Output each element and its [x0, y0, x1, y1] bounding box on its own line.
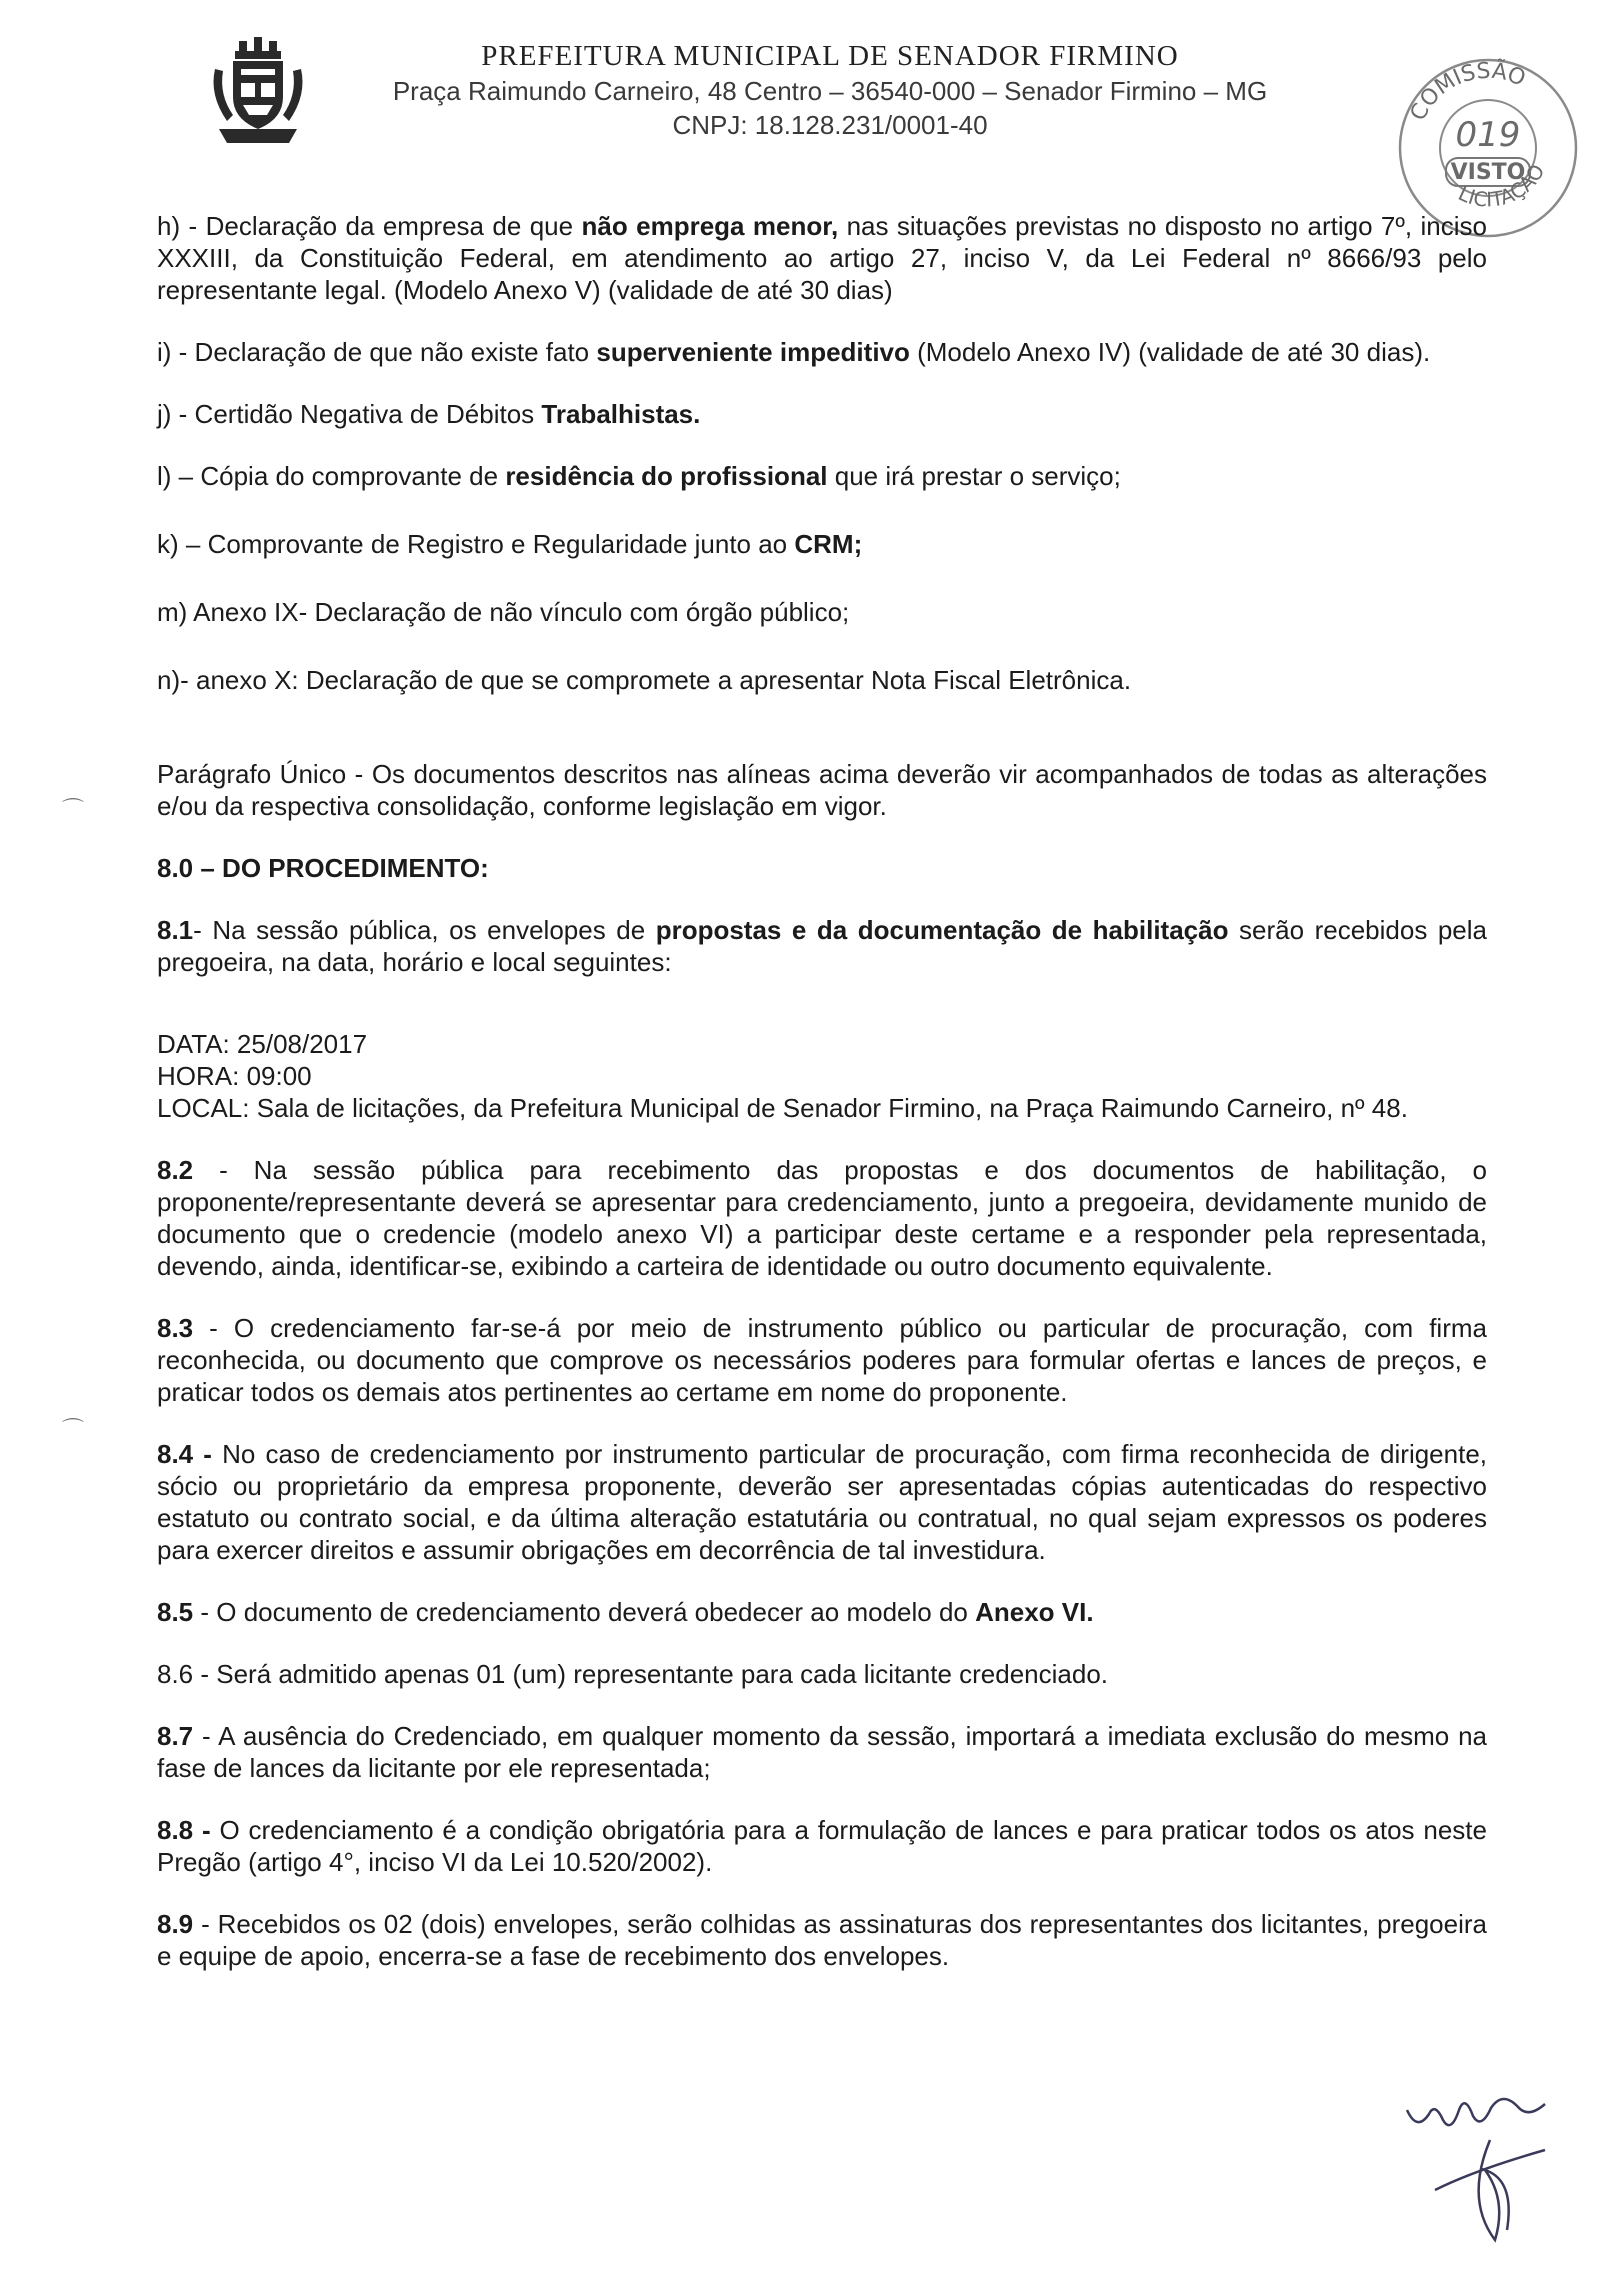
- clause-8-7: 8.7 - A ausência do Credenciado, em qualquer momento da sessão, importará a imediata exclusão do mesmo na fase de lances da licitante por ele representada;: [157, 1721, 1487, 1783]
- letterhead-address: Praça Raimundo Carneiro, 48 Centro – 36540-000 – Senador Firmino – MG: [392, 76, 1268, 106]
- clause-8-1: 8.1- Na sessão pública, os envelopes de propostas e da documentação de habilitação serão recebidos pela pregoeira, na data, horário e local seguintes:: [157, 915, 1488, 977]
- item-n: n)- anexo X: Declaração de que se compromete a apresentar Nota Fiscal Eletrônica.: [157, 665, 1132, 695]
- item-j: j) - Certidão Negativa de Débitos Trabalhistas.: [157, 399, 701, 429]
- clause-8-5: 8.5 - O documento de credenciamento deverá obedecer ao modelo do Anexo VI.: [157, 1597, 1094, 1627]
- item-l: l) – Cópia do comprovante de residência do profissional que irá prestar o serviço;: [157, 461, 1121, 491]
- stamp-bottom-text: LICITAÇÃO: [1454, 159, 1550, 212]
- item-i: i) - Declaração de que não existe fato superveniente impeditivo (Modelo Anexo IV) (validade de até 30 dias).: [157, 337, 1431, 367]
- handwritten-signature: [1395, 2080, 1565, 2250]
- stamp-number: 019: [1455, 115, 1521, 155]
- clause-8-6: 8.6 - Será admitido apenas 01 (um) representante para cada licitante credenciado.: [157, 1659, 1109, 1689]
- letterhead-cnpj: CNPJ: 18.128.231/0001-40: [672, 110, 988, 140]
- stamp-top-text: COMISSÃO: [1405, 58, 1529, 125]
- schedule-place: LOCAL: Sala de licitações, da Prefeitura Municipal de Senador Firmino, na Praça Raimundo Carneiro, nº 48.: [157, 1093, 1408, 1123]
- clause-8-2: 8.2 - Na sessão pública para recebimento das propostas e dos documentos de habilitação, o proponente/representante deverá se apresentar para credenciamento, junto a pregoeira, devidamente munido de documento que o credencie (modelo anexo VI) a participar deste certame e a responder pela representada, devendo, ainda, identificar-se, exibindo a carteira de identidade ou outro documento equivalente.: [157, 1155, 1487, 1281]
- item-h: h) - Declaração da empresa de que não emprega menor, nas situações previstas no disposto no artigo 7º, inciso XXXIII, da Constituição Federal, em atendimento ao artigo 27, inciso V, da Lei Federal nº 8666/93 pelo representante legal. (Modelo Anexo V) (validade de até 30 dias): [157, 211, 1487, 305]
- margin-mark: ⌒: [62, 1417, 85, 1442]
- section-title: 8.0 – DO PROCEDIMENTO:: [157, 853, 489, 883]
- paragrafo-unico: Parágrafo Único - Os documentos descritos nas alíneas acima deverão vir acompanhados de todas as alterações e/ou da respectiva consolidação, conforme legislação em vigor.: [157, 759, 1487, 821]
- schedule-date: DATA: 25/08/2017: [157, 1029, 368, 1059]
- item-k: k) – Comprovante de Registro e Regularidade junto ao CRM;: [157, 529, 863, 559]
- schedule-time: HORA: 09:00: [157, 1061, 312, 1091]
- document-body: [157, 210, 1487, 1972]
- item-m: m) Anexo IX- Declaração de não vínculo com órgão público;: [157, 597, 850, 627]
- clause-8-9: 8.9 - Recebidos os 02 (dois) envelopes, serão colhidas as assinaturas dos representantes dos licitantes, pregoeira e equipe de apoio, encerra-se a fase de recebimento dos envelopes.: [157, 1909, 1487, 1971]
- stamp-middle-text: VISTO: [1450, 160, 1526, 185]
- margin-mark: ⌒: [62, 797, 85, 822]
- clause-8-4: 8.4 - No caso de credenciamento por instrumento particular de procuração, com firma reconhecida de dirigente, sócio ou proprietário da empresa proponente, deverão ser apresentadas cópias autenticadas do respectivo estatuto ou contrato social, e da última alteração estatutária ou contratual, no qual sejam expressos os poderes para exercer direitos e assumir obrigações em decorrência de tal investidura.: [157, 1439, 1488, 1565]
- clause-8-8: 8.8 - O credenciamento é a condição obrigatória para a formulação de lances e para praticar todos os atos neste Pregão (artigo 4°, inciso VI da Lei 10.520/2002).: [157, 1815, 1487, 1877]
- municipal-crest-logo: [205, 35, 311, 153]
- letterhead: [330, 38, 1330, 142]
- letterhead-title: PREFEITURA MUNICIPAL DE SENADOR FIRMINO: [481, 40, 1179, 72]
- clause-8-3: 8.3 - O credenciamento far-se-á por meio de instrumento público ou particular de procuração, com firma reconhecida, ou documento que comprove os necessários poderes para formular ofertas e lances de preços, e praticar todos os demais atos pertinentes ao certame em nome do proponente.: [157, 1313, 1487, 1407]
